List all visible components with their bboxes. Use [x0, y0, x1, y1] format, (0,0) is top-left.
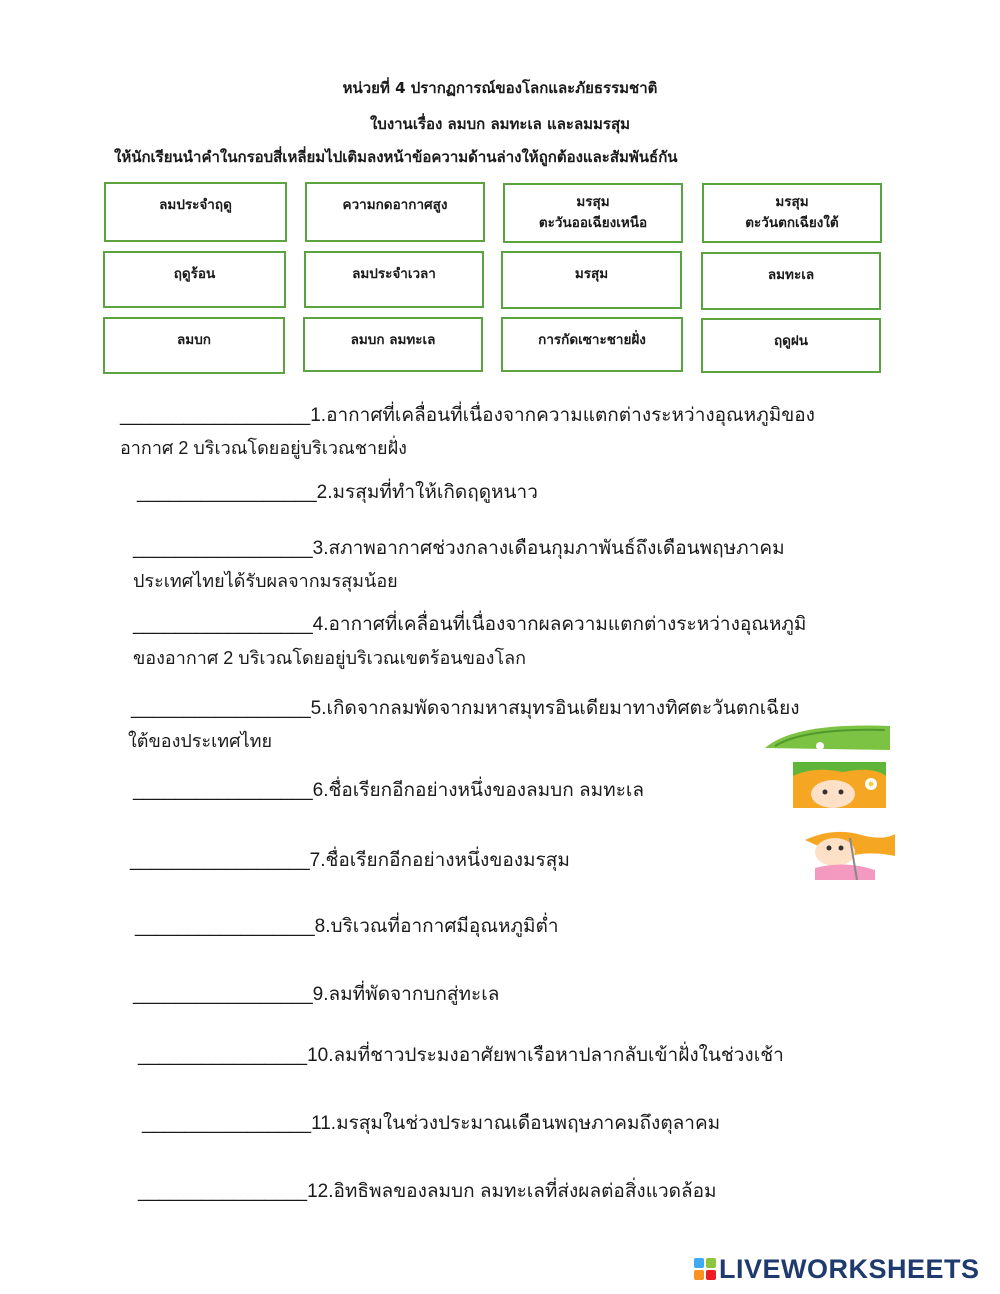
word-box[interactable]: ลมประจำฤดู — [104, 182, 287, 242]
answer-blank[interactable]: _________________ — [133, 780, 313, 801]
question-8 — [135, 911, 559, 941]
answer-blank[interactable]: _________________ — [133, 614, 313, 635]
answer-blank[interactable]: __________________ — [120, 405, 311, 426]
word-box[interactable]: ลมบก — [103, 317, 285, 374]
question-4 — [133, 609, 806, 639]
word-box[interactable]: ลมบก ลมทะเล — [303, 317, 483, 372]
question-text: 5.เกิดจากลมพัดจากมหาสมุทรอินเดียมาทางทิศตะวันตกเฉียง — [310, 698, 800, 719]
girl-face-image — [793, 762, 886, 808]
word-box[interactable]: ฤดูร้อน — [103, 251, 286, 308]
word-box[interactable]: ลมประจำเวลา — [304, 251, 484, 308]
question-4-cont: ของอากาศ 2 บริเวณโดยอยู่บริเวณเขตร้อนของโลก — [133, 648, 527, 668]
question-text: 1.อากาศที่เคลื่อนที่เนื่องจากความแตกต่างระหว่างอุณหภูมิของ — [310, 405, 815, 426]
answer-blank[interactable]: _________________ — [137, 482, 317, 503]
question-text: 2.มรสุมที่ทำให้เกิดฤดูหนาว — [316, 482, 538, 503]
question-text: 4.อากาศที่เคลื่อนที่เนื่องจากผลความแตกต่างระหว่างอุณหภูมิ — [312, 614, 807, 635]
word-box[interactable]: ความกดอากาศสูง — [305, 182, 485, 242]
question-7 — [130, 845, 570, 875]
question-text: 11.มรสุมในช่วงประมาณเดือนพฤษภาคมถึงตุลาคม — [311, 1113, 721, 1134]
answer-blank[interactable]: ________________ — [138, 1045, 308, 1066]
liveworksheets-logo-icon — [694, 1258, 716, 1280]
question-text: 9.ลมที่พัดจากบกสู่ทะเล — [312, 984, 500, 1005]
word-box[interactable]: ลมทะเล — [701, 252, 881, 310]
question-12 — [138, 1176, 717, 1206]
question-text: 10.ลมที่ชาวประมงอาศัยพาเรือหาปลากลับเข้าฝั่งในช่วงเช้า — [307, 1045, 784, 1066]
question-1 — [120, 400, 815, 430]
answer-blank[interactable]: _________________ — [135, 916, 315, 937]
liveworksheets-logo — [694, 1253, 980, 1285]
word-box[interactable]: มรสุม ตะวันตกเฉียงใต้ — [702, 183, 882, 243]
brand-name: LIVEWORKSHEETS — [719, 1253, 980, 1284]
question-5 — [131, 693, 800, 723]
question-3 — [133, 533, 785, 563]
umbrella-girl-image — [765, 720, 890, 750]
question-text: 7.ชื่อเรียกอีกอย่างหนึ่งของมรสุม — [309, 850, 570, 871]
unit-title: หน่วยที่ 4 ปรากฏการณ์ของโลกและภัยธรรมชาติ — [342, 79, 658, 97]
word-box[interactable]: มรสุม — [501, 251, 682, 309]
answer-blank[interactable]: _________________ — [130, 850, 310, 871]
question-6 — [133, 775, 644, 805]
question-11 — [142, 1108, 720, 1138]
question-1-cont: อากาศ 2 บริเวณโดยอยู่บริเวณชายฝั่ง — [120, 438, 407, 458]
question-3-cont: ประเทศไทยได้รับผลจากมรสุมน้อย — [133, 571, 398, 591]
worksheet-title: ใบงานเรื่อง ลมบก ลมทะเล และลมมรสุม — [369, 115, 631, 133]
answer-blank[interactable]: _________________ — [133, 538, 313, 559]
answer-blank[interactable]: ________________ — [138, 1181, 308, 1202]
answer-blank[interactable]: _________________ — [133, 984, 313, 1005]
word-box[interactable]: การกัดเซาะชายฝั่ง — [501, 317, 683, 372]
question-9 — [133, 979, 499, 1009]
girl-body-image — [805, 830, 895, 880]
question-text: 6.ชื่อเรียกอีกอย่างหนึ่งของลมบก ลมทะเล — [312, 780, 645, 801]
answer-blank[interactable]: ________________ — [142, 1113, 312, 1134]
question-5-cont: ใต้ของประเทศไทย — [128, 731, 273, 751]
instruction-text: ให้นักเรียนนำคำในกรอบสี่เหลี่ยมไปเติมลงหน้าข้อความด้านล่างให้ถูกต้องและสัมพันธ์กัน — [114, 148, 678, 166]
question-2 — [137, 477, 538, 507]
question-text: 3.สภาพอากาศช่วงกลางเดือนกุมภาพันธ์ถึงเดือนพฤษภาคม — [312, 538, 785, 559]
word-box[interactable]: มรสุม ตะวันออเฉียงเหนือ — [503, 183, 683, 243]
word-box[interactable]: ฤดูฝน — [701, 318, 881, 373]
question-text: 12.อิทธิพลของลมบก ลมทะเลที่ส่งผลต่อสิ่งแวดล้อม — [307, 1181, 717, 1202]
question-text: 8.บริเวณที่อากาศมีอุณหภูมิต่ำ — [314, 916, 559, 937]
answer-blank[interactable]: _________________ — [131, 698, 311, 719]
question-10 — [138, 1040, 784, 1070]
